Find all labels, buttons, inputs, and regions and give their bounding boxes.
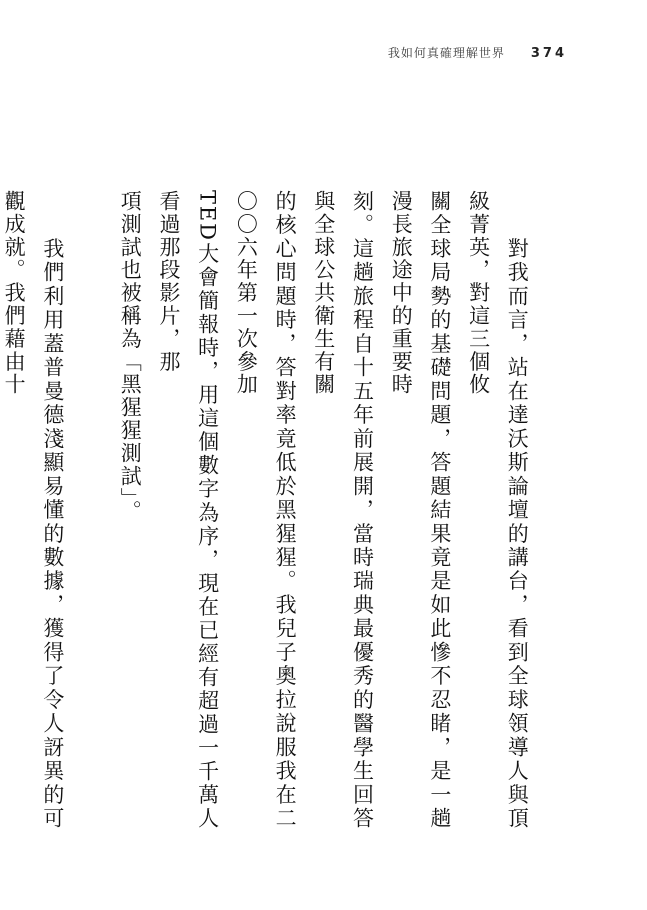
paragraph-2: 我們利用蓋普曼德淺顯易懂的數據，獲得了令人訝異的可觀成就。我們藉由十 <box>2 190 65 830</box>
page-number: 374 <box>530 46 567 61</box>
body-text <box>0 190 575 830</box>
book-title: 我如何真確理解世界 <box>387 46 505 60</box>
paragraph-1: 對我而言，站在達沃斯論壇的講台，看到全球領導人與頂級菁英，對這三個攸 關全球局勢的基礎問題，答題結果竟是如此慘不忍睹，是一趟漫長旅途中的重要時 刻。這趟旅程自十五年前展開，當時瑞典最優秀的醫學生回答與全球公共衛生有關 的核心問題時，答對率竟低於黑猩猩。我兒子奧拉說服我在二〇〇六年第一次參加 TED大會簡報時，用這個數字為序，現在已經有超過一千萬人看過那段影片，那 項測試也被稱為「黑猩猩測試」。 <box>118 190 530 830</box>
running-head <box>388 44 567 61</box>
